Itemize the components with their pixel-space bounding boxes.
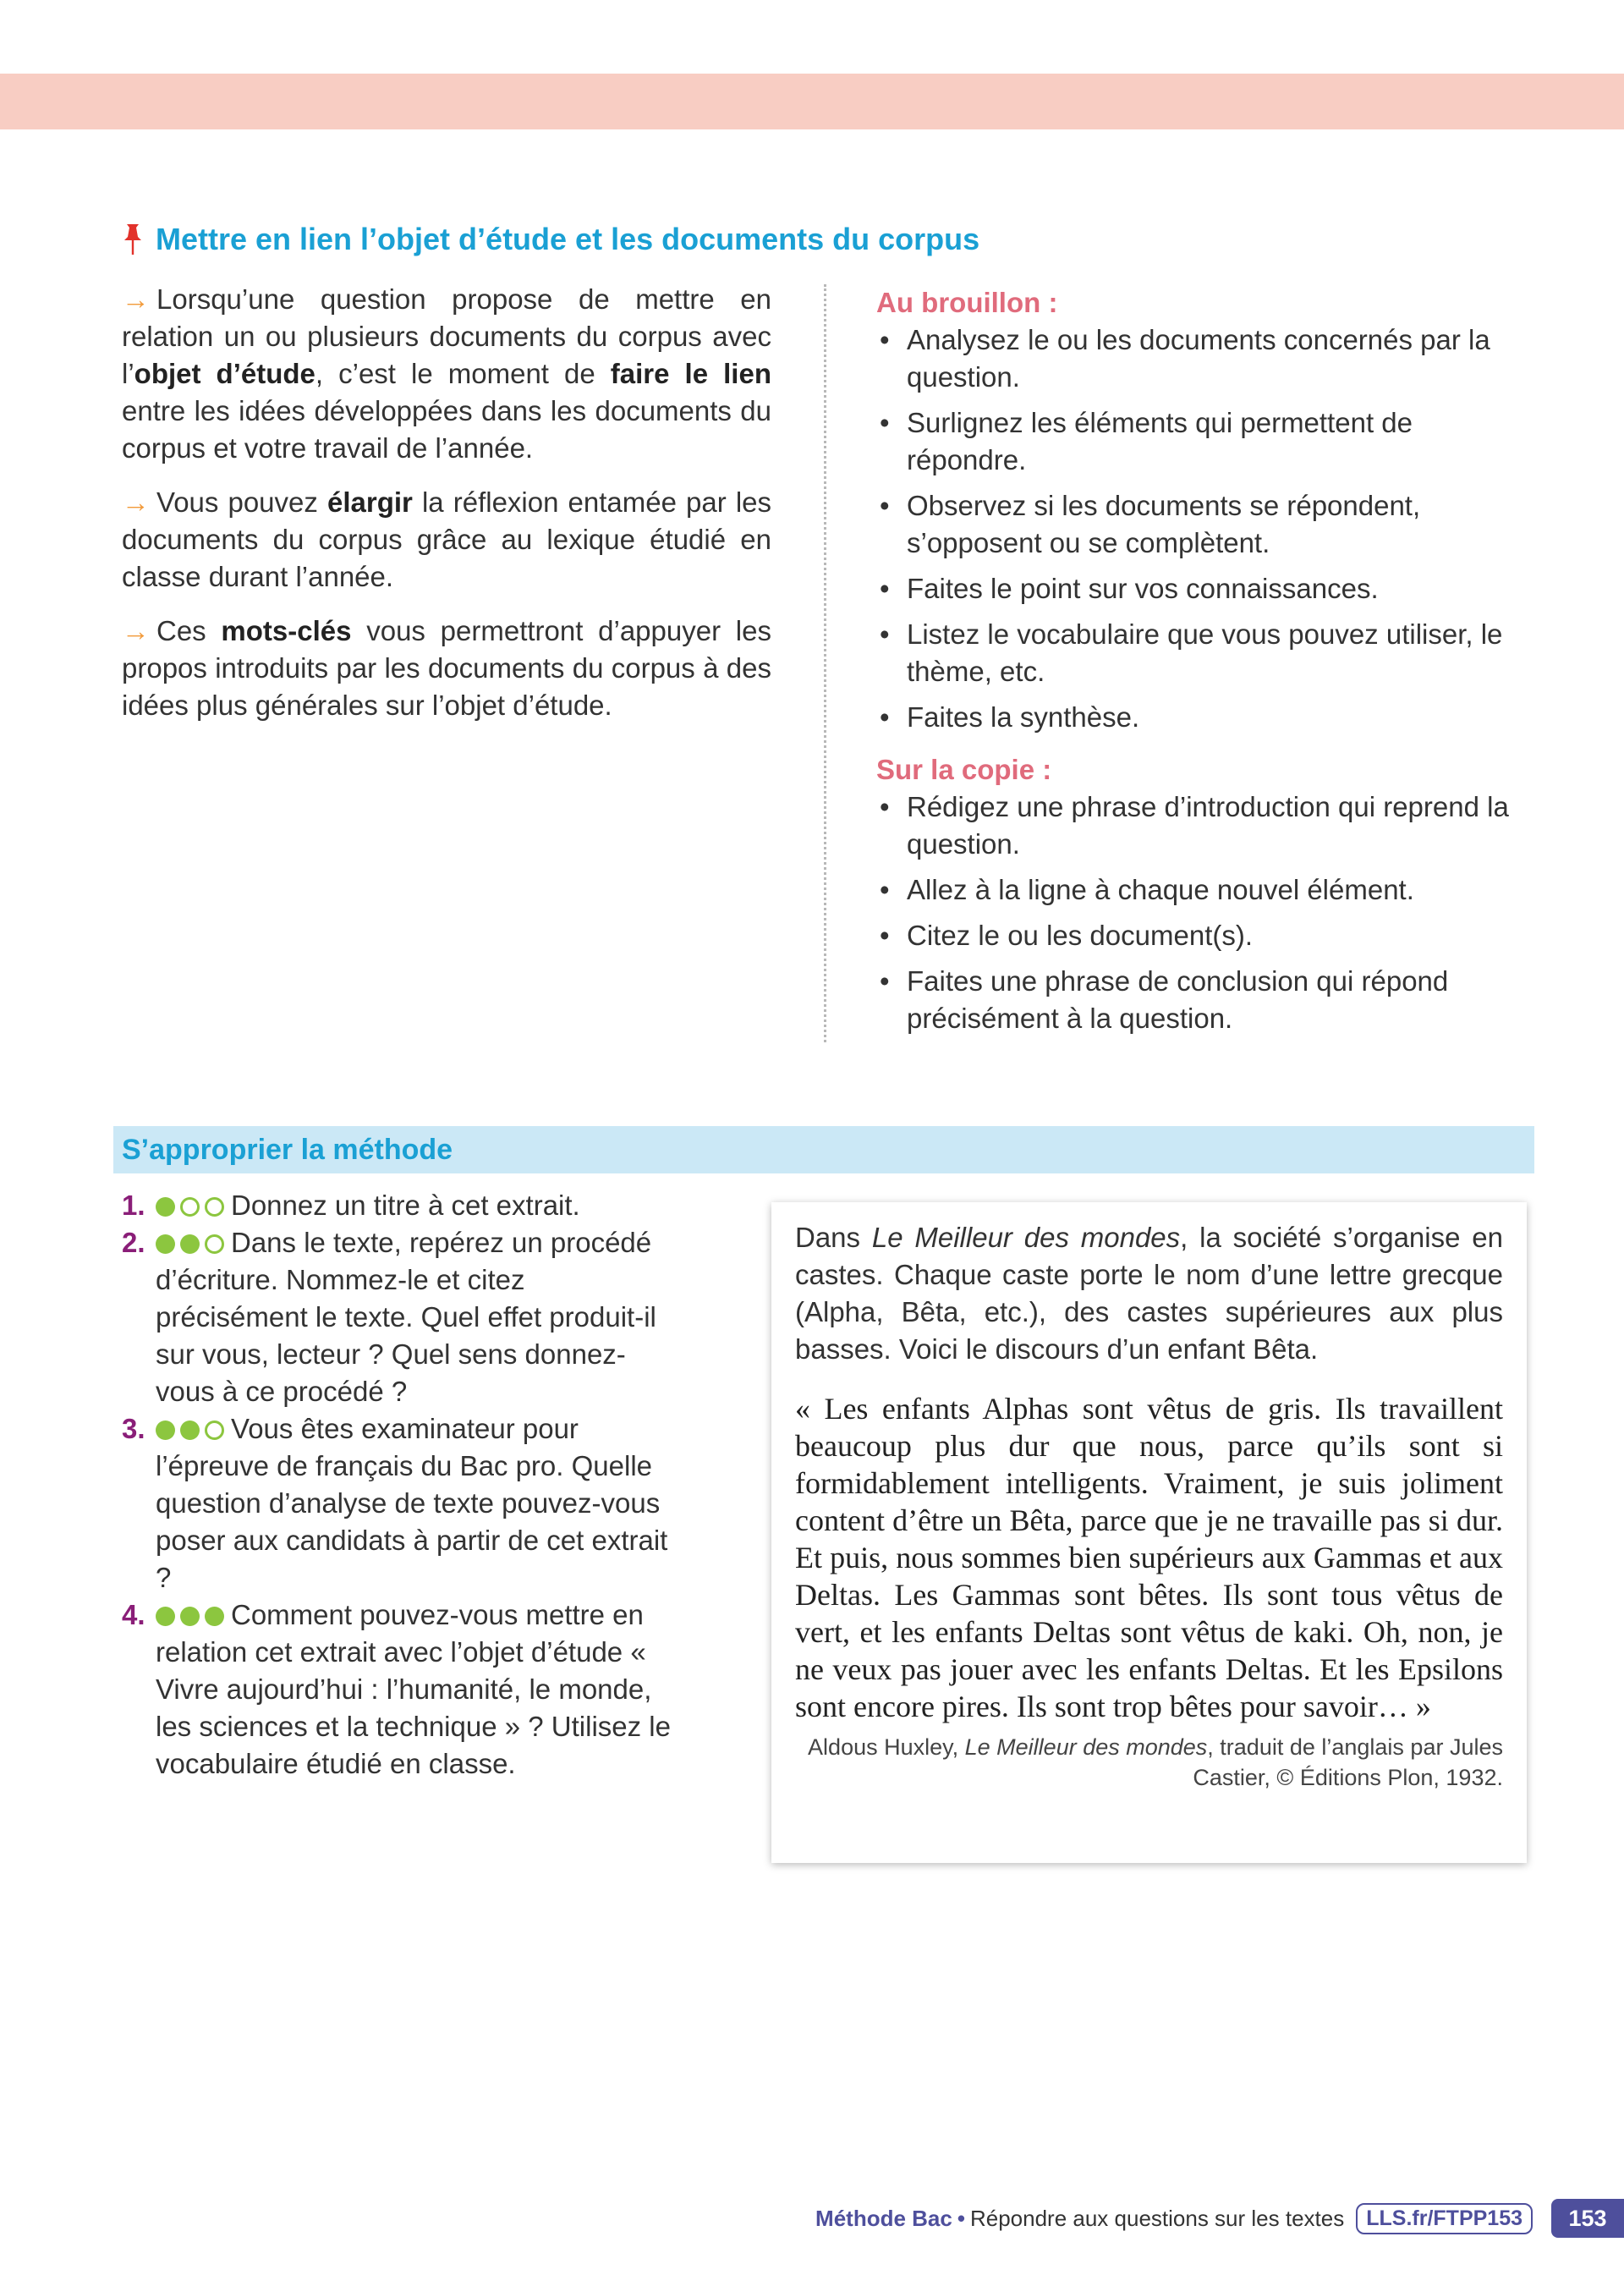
difficulty-dot-filled <box>180 1607 200 1626</box>
question-text: Vous êtes examinateur pour l’épreuve de français du Bac pro. Quelle question d’analyse de texte pouvez-vous poser aux candidats à partir de cet extrait ? <box>156 1413 668 1593</box>
copie-list <box>876 789 1528 1037</box>
question-text: Comment pouvez-vous mettre en relation cet extrait avec l’objet d’étude « Vivre aujourd’hui : l’humanité, le monde, les sciences et la technique » ? Utilisez le vocabulaire étudié en classe. <box>156 1599 671 1779</box>
footer-method: Méthode Bac <box>815 2205 952 2231</box>
extract-source: Aldous Huxley, Le Meilleur des mondes, traduit de l’anglais par Jules Castier, © Éditions Plon, 1932. <box>808 1734 1503 1790</box>
copie-heading: Sur la copie : <box>876 754 1052 785</box>
difficulty-dot-empty <box>205 1234 224 1254</box>
page-footer <box>815 2193 1624 2244</box>
list-item: • Analysez le ou les documents concernés par la question. <box>876 321 1528 396</box>
difficulty-indicator <box>156 1234 224 1254</box>
difficulty-dot-filled <box>156 1421 175 1440</box>
difficulty-dot-filled <box>180 1234 200 1254</box>
list-item: • Rédigez une phrase d’introduction qui reprend la question. <box>876 789 1528 863</box>
difficulty-indicator <box>156 1421 224 1440</box>
question-text: Donnez un titre à cet extrait. <box>231 1190 580 1221</box>
pushpin-icon <box>122 223 144 256</box>
footer-subject: Répondre aux questions sur les textes <box>969 2205 1345 2231</box>
column-divider <box>824 284 826 1042</box>
method-banner <box>113 1126 1534 1173</box>
footer-separator: • <box>957 2205 965 2231</box>
difficulty-dot-filled <box>156 1197 175 1217</box>
explanation-paragraph: → Ces mots-clés vous permettront d’appuyer les propos introduits par les documents du corpus à des idées plus générales sur l’objet d’étude. <box>122 615 771 721</box>
difficulty-dot-empty <box>205 1197 224 1217</box>
footer-link[interactable]: LLS.fr/FTPP153 <box>1356 2203 1533 2234</box>
question-item <box>122 1596 680 1783</box>
difficulty-dot-filled <box>156 1234 175 1254</box>
extract-box <box>771 1202 1527 1863</box>
arrow-icon: → <box>122 283 150 315</box>
page-number: 153 <box>1551 2199 1624 2238</box>
arrow-icon: → <box>122 486 150 518</box>
difficulty-dot-empty <box>180 1197 200 1217</box>
explanation-paragraph: → Lorsqu’une question propose de mettre en relation un ou plusieurs documents du corpus avec l’objet d’étude, c’est le moment de faire le lien entre les idées développées dans les documents du corpus et votre travail de l’année. <box>122 283 771 464</box>
difficulty-indicator <box>156 1607 224 1626</box>
list-item: • Faites le point sur vos connaissances. <box>876 570 1528 607</box>
method-title: S’approprier la méthode <box>122 1133 453 1166</box>
brouillon-list <box>876 321 1528 736</box>
list-item: • Faites une phrase de conclusion qui répond précisément à la question. <box>876 963 1528 1037</box>
extract-intro: Dans Le Meilleur des mondes, la société s’organise en castes. Chaque caste porte le nom d’une lettre grecque (Alpha, Bêta, etc.), des castes supérieures aux plus basses. Voici le discours d’un enfant Bêta. <box>795 1222 1503 1365</box>
list-item: • Citez le ou les document(s). <box>876 917 1528 954</box>
question-number: 2. <box>122 1227 145 1258</box>
arrow-icon: → <box>122 615 150 646</box>
question-number: 3. <box>122 1413 145 1444</box>
top-color-band <box>0 74 1624 129</box>
explanation-column <box>122 281 771 741</box>
difficulty-dot-empty <box>205 1421 224 1440</box>
question-list <box>122 1187 680 1783</box>
list-item: • Observez si les documents se répondent, s’opposent ou se complètent. <box>876 487 1528 562</box>
list-item: • Surlignez les éléments qui permettent de répondre. <box>876 404 1528 479</box>
question-number: 1. <box>122 1190 145 1221</box>
difficulty-dot-filled <box>180 1421 200 1440</box>
list-item: • Faites la synthèse. <box>876 699 1528 736</box>
question-item <box>122 1410 680 1596</box>
question-item <box>122 1224 680 1410</box>
section-title: Mettre en lien l’objet d’étude et les documents du corpus <box>156 222 980 256</box>
question-number: 4. <box>122 1599 145 1630</box>
list-item: • Allez à la ligne à chaque nouvel élément. <box>876 871 1528 909</box>
section-header <box>122 217 979 261</box>
difficulty-indicator <box>156 1197 224 1217</box>
brouillon-heading: Au brouillon : <box>876 287 1058 318</box>
list-item: • Listez le vocabulaire que vous pouvez utiliser, le thème, etc. <box>876 616 1528 690</box>
explanation-paragraph: → Vous pouvez élargir la réflexion entamée par les documents du corpus grâce au lexique étudié en classe durant l’année. <box>122 486 772 592</box>
extract-quote: « Les enfants Alphas sont vêtus de gris. Ils travaillent beaucoup plus dur que nous, parce qu’ils sont si formidablement intelligents. Vraiment, je suis joliment content d’être un Bêta, parce que je ne travaille pas si dur. Et puis, nous sommes bien supérieurs aux Gammas et aux Deltas. Les Gammas sont bêtes. Ils sont tous vêtus de vert, et les enfants Deltas sont vêtus de kaki. Oh, non, je ne veux pas jouer avec les enfants Deltas. Et les Epsilons sont encore pires. Ils sont trop bêtes pour savoir… » <box>795 1392 1503 1723</box>
difficulty-dot-filled <box>156 1607 175 1626</box>
difficulty-dot-filled <box>205 1607 224 1626</box>
steps-column <box>876 284 1528 1052</box>
question-item <box>122 1187 680 1224</box>
question-text: Dans le texte, repérez un procédé d’écriture. Nommez-le et citez précisément le texte. Quel effet produit-il sur vous, lecteur ? Quel sens donnez-vous à ce procédé ? <box>156 1227 656 1407</box>
